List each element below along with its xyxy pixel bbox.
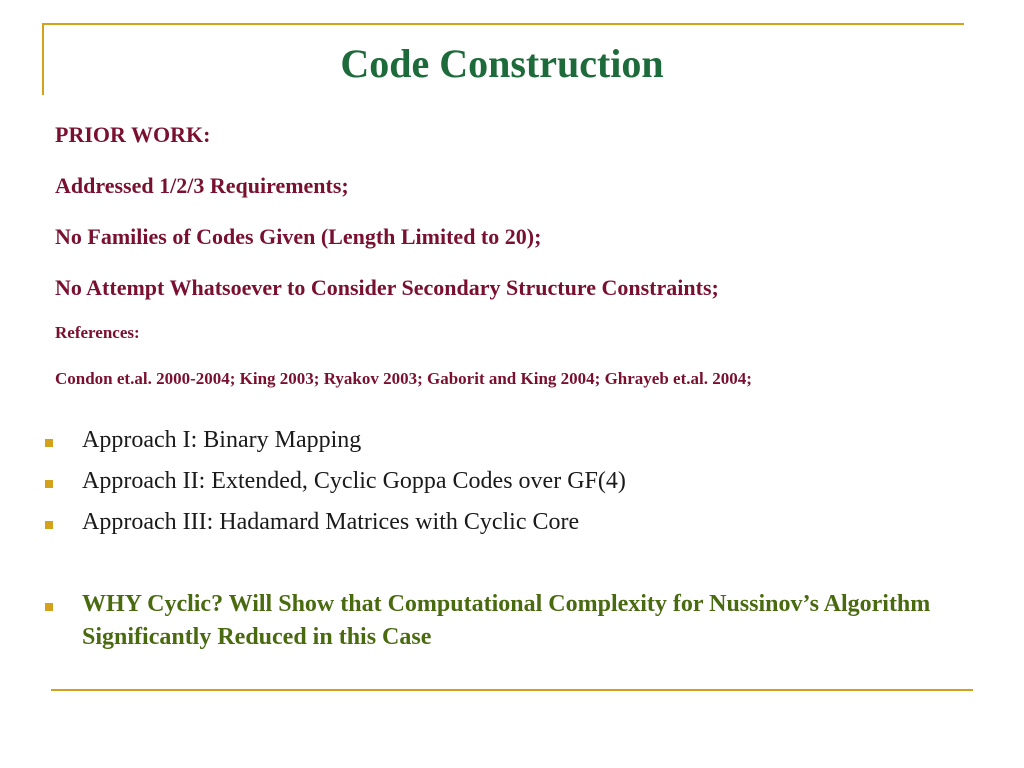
bullet-text: Approach II: Extended, Cyclic Goppa Codes over GF(4) — [82, 468, 626, 494]
bullet-text: Approach I: Binary Mapping — [82, 427, 362, 453]
prior-work-line-1: Addressed 1/2/3 Requirements; — [55, 173, 349, 198]
bullet-text: Approach III: Hadamard Matrices with Cyclic Core — [82, 509, 580, 535]
bullet-square-icon — [45, 480, 53, 488]
slide-title: Code Construction — [340, 41, 664, 86]
prior-work-line-2: No Families of Codes Given (Length Limited to 20); — [55, 224, 542, 249]
references-label: References: — [55, 323, 140, 342]
references-text: Condon et.al. 2000-2004; King 2003; Ryakov 2003; Gaborit and King 2004; Ghrayeb et.al. 2004; — [55, 369, 752, 388]
bullet-square-icon — [45, 439, 53, 447]
prior-work-line-3: No Attempt Whatsoever to Consider Secondary Structure Constraints; — [55, 275, 719, 300]
bullet-square-icon — [45, 521, 53, 529]
bottom-frame-line — [51, 689, 973, 691]
prior-work-heading: PRIOR WORK: — [55, 122, 211, 147]
why-cyclic-text: WHY Cyclic? Will Show that Computational Complexity for Nussinov’s Algorithm Significantly Reduced in this Case — [82, 591, 931, 650]
top-frame-line — [42, 23, 964, 25]
bullet-square-icon — [45, 603, 53, 611]
